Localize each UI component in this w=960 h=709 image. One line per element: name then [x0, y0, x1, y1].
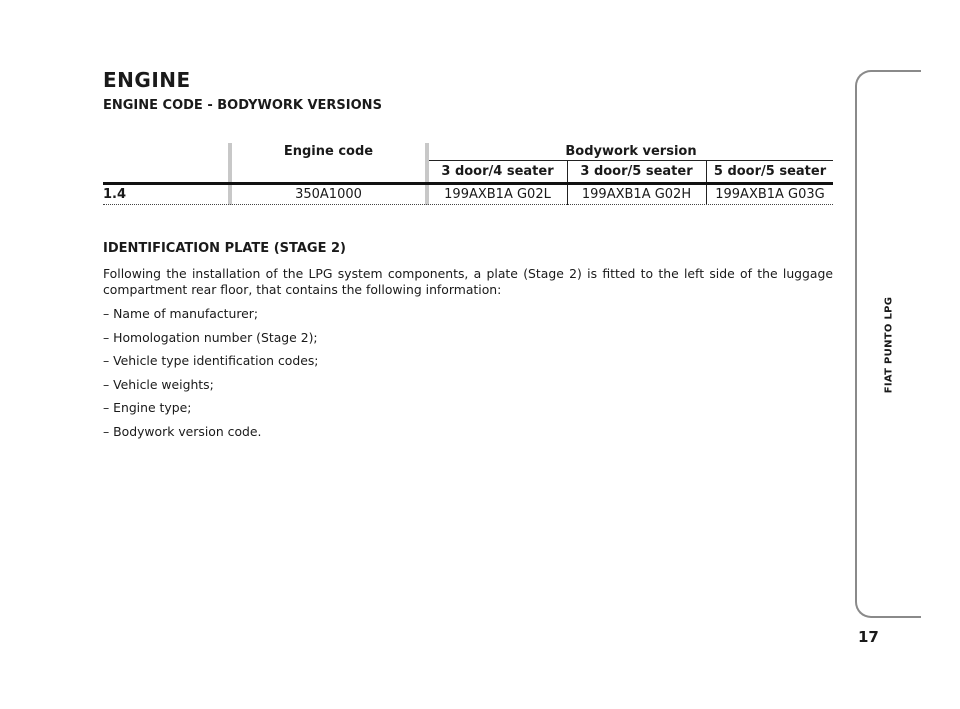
bodywork-version-header: Bodywork version	[565, 144, 697, 159]
engine-code-table	[103, 143, 833, 205]
list-item: – Bodywork version code.	[103, 423, 262, 439]
engine-code-header: Engine code	[283, 144, 374, 159]
section-subtitle: ENGINE CODE - BODYWORK VERSIONS	[103, 98, 382, 113]
table-header-rule	[103, 182, 833, 185]
list-item: – Homologation number (Stage 2);	[103, 329, 318, 345]
side-label: FIAT PUNTO LPG	[883, 296, 895, 394]
identification-plate-intro: Following the installation of the LPG system components, a plate (Stage 2) is fitted to the left side of the luggage compartment rear floor, that contains the following information:	[103, 266, 833, 297]
table-row-code: 350A1000	[295, 187, 362, 202]
table-cell: 199AXB1A G02L	[444, 187, 551, 202]
identification-plate-heading: IDENTIFICATION PLATE (STAGE 2)	[103, 241, 346, 256]
column-header: 5 door/5 seater	[713, 164, 827, 179]
list-item: – Name of manufacturer;	[103, 306, 259, 321]
list-item: – Vehicle type identification codes;	[103, 353, 319, 368]
plate-info-list	[103, 306, 318, 447]
list-item: – Vehicle weights;	[103, 376, 214, 392]
table-row-engine: 1.4	[103, 187, 127, 202]
page-title: ENGINE	[103, 68, 191, 92]
list-item: – Engine type;	[103, 400, 192, 415]
table-cell: 199AXB1A G03G	[715, 187, 825, 202]
table-bottom-rule	[103, 204, 833, 205]
table-divider	[429, 160, 833, 161]
page-number: 17	[858, 628, 879, 646]
column-header: 3 door/4 seater	[441, 164, 554, 179]
column-header: 3 door/5 seater	[580, 164, 693, 179]
table-cell: 199AXB1A G02H	[581, 187, 692, 202]
